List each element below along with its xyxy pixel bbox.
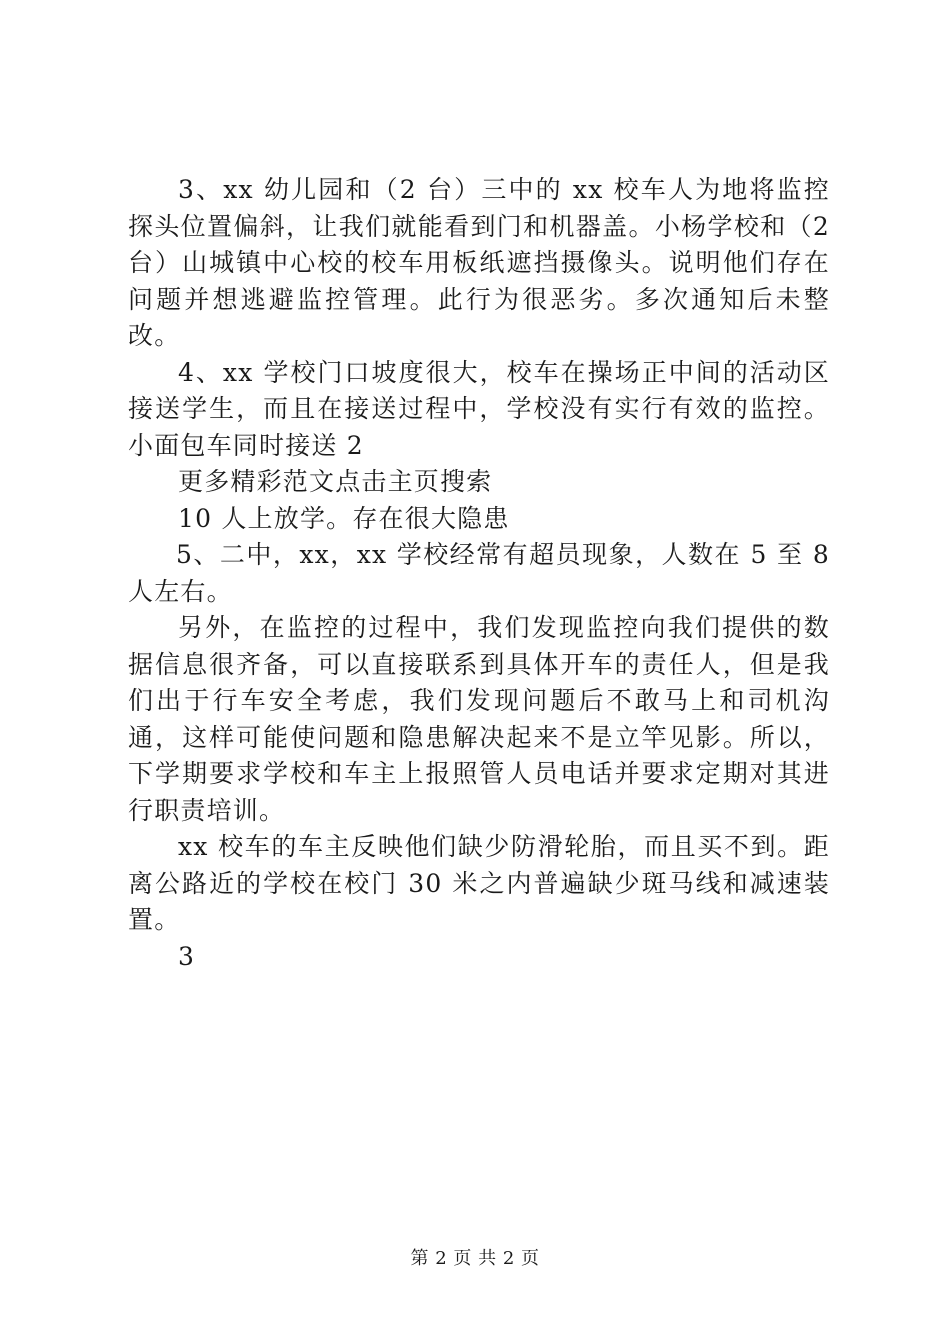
paragraph-tires: xx 校车的车主反映他们缺少防滑轮胎，而且买不到。距离公路近的学校在校门 30 米之内普遍缺少斑马线和减速装置。 [128, 832, 830, 934]
paragraph-item-5: 5、二中，xx，xx 学校经常有超员现象，人数在 5 至 8 人左右。 [128, 540, 830, 606]
document-body [128, 172, 830, 975]
paragraph-item-3: 3、xx 幼儿园和（2 台）三中的 xx 校车人为地将监控探头位置偏斜，让我们就能看到门和机器盖。小杨学校和（2 台）山城镇中心校的校车用板纸遮挡摄像头。说明他们存在问题并想逃避监控管理。此行为很恶劣。多次通知后未整改。 [128, 175, 830, 350]
paragraph-additional: 另外，在监控的过程中，我们发现监控向我们提供的数据信息很齐备，可以直接联系到具体开车的责任人，但是我们出于行车安全考虑，我们发现问题后不敢马上和司机沟通，这样可能使问题和隐患解决起来不是立竿见影。所以，下学期要求学校和车主上报照管人员电话并要求定期对其进行职责培训。 [128, 613, 830, 825]
paragraph-number: 3 [178, 941, 196, 971]
paragraph-search-note: 更多精彩范文点击主页搜索 [178, 467, 493, 496]
page-footer: 第 2 页 共 2 页 [410, 1248, 540, 1269]
paragraph-item-4: 4、xx 学校门口坡度很大，校车在操场正中间的活动区接送学生，而且在接送过程中，学校没有实行有效的监控。小面包车同时接送 2 [128, 357, 830, 460]
paragraph-continuation: 10 人上放学。存在很大隐患 [178, 503, 510, 533]
